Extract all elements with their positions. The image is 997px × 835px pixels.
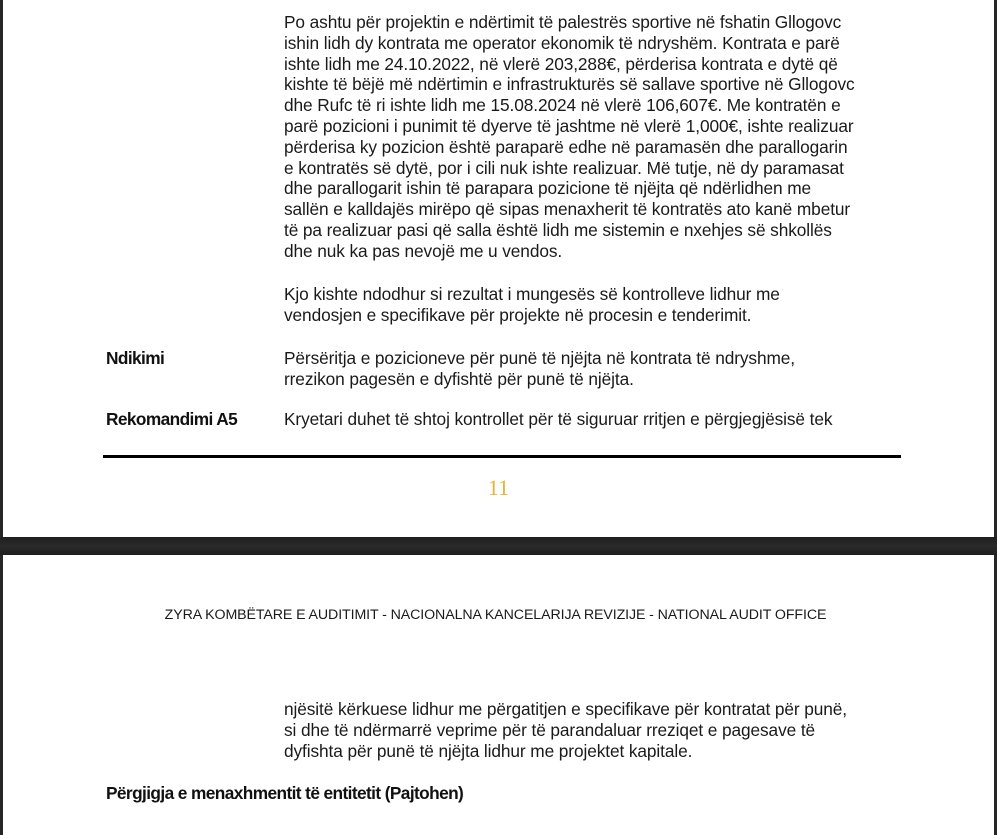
text-line: rrezikon pagesën e dyfishtë për punë të njëjta. (284, 368, 634, 389)
recommendation-text (284, 409, 914, 430)
page-number: 11 (487, 475, 510, 500)
text-line: parë pozicioni i punimit të dyerve të jashtme në vlerë 1,000€, ishte realizuar (284, 115, 854, 136)
impact-text (284, 348, 914, 390)
text-line: dhe nuk ka pas nevojë me u vendos. (284, 240, 563, 261)
text-line: Po ashtu për projektin e ndërtimit të palestrës sportive në fshatin Gllogovc (284, 12, 842, 32)
text-line: dhe Rufc të ri ishte lidh me 15.08.2024 në vlerë 106,607€. Me kontratën e (284, 95, 841, 116)
recommendation-continued (284, 699, 914, 761)
text-line: ishin lidh dy kontrata me operator ekonomik të ndryshëm. Kontrata e parë (284, 32, 840, 53)
text-line: sallën e kalldajës mirëpo që sipas menaxherit të kontratës ato kanë mbetur (284, 199, 851, 220)
cause-paragraph (284, 284, 914, 326)
text-line: Kjo kishte ndodhur si rezultat i mungesës së kontrolleve lidhur me (284, 284, 780, 304)
finding-paragraph (284, 12, 914, 262)
text-line: Përsëritja e pozicioneve për punë të njëjta në kontrata të ndryshme, (284, 348, 795, 368)
text-line: dyfishta për punë të njëjta lidhur me projektet kapitale. (284, 740, 693, 761)
text-line: të pa realizuar pasi që salla është lidh me sistemin e nxehjes së shkollës (284, 219, 832, 240)
page-separator (0, 537, 997, 555)
text-line: njësitë kërkuese lidhur me përgatitjen e specifikave për kontratat për punë, (284, 699, 848, 719)
text-line: dhe parallogarit ishin të parapara pozicione të njëjta që ndërlidhen me (284, 178, 812, 199)
text-line: vendosjen e specifikave për projekte në procesin e tenderimit. (284, 304, 752, 325)
text-line: si dhe të ndërmarrë veprime për të parandaluar rreziqet e pagesave të (284, 719, 816, 740)
recommendation-label: Rekomandimi A5 (106, 409, 238, 429)
impact-label: Ndikimi (106, 348, 165, 368)
page-header: ZYRA KOMBËTARE E AUDITIMIT - NACIONALNA KANCELARIJA REVIZIJE - NATIONAL AUDIT OFFICE (164, 607, 827, 623)
text-line: e kontratës së dytë, por i cili nuk ishte realizuar. Më tutje, në dy paramasat (284, 157, 844, 178)
document-page-11 (3, 0, 994, 537)
management-response-heading: Përgjigja e menaxhmentit të entitetit (Pajtohen) (106, 783, 464, 803)
text-line: Kryetari duhet të shtoj kontrollet për të siguruar rritjen e përgjegjësisë tek (284, 409, 833, 429)
text-line: kishte të bëjë më ndërtimin e infrastrukturës së sallave sportive në Gllogovc (284, 74, 855, 95)
text-line: përderisa ky pozicion është paraparë edhe në paramasën dhe parallogarin (284, 136, 848, 157)
text-line: ishte lidh me 24.10.2022, në vlerë 203,288€, përderisa kontrata e dytë që (284, 53, 838, 74)
footer-divider (103, 455, 901, 458)
